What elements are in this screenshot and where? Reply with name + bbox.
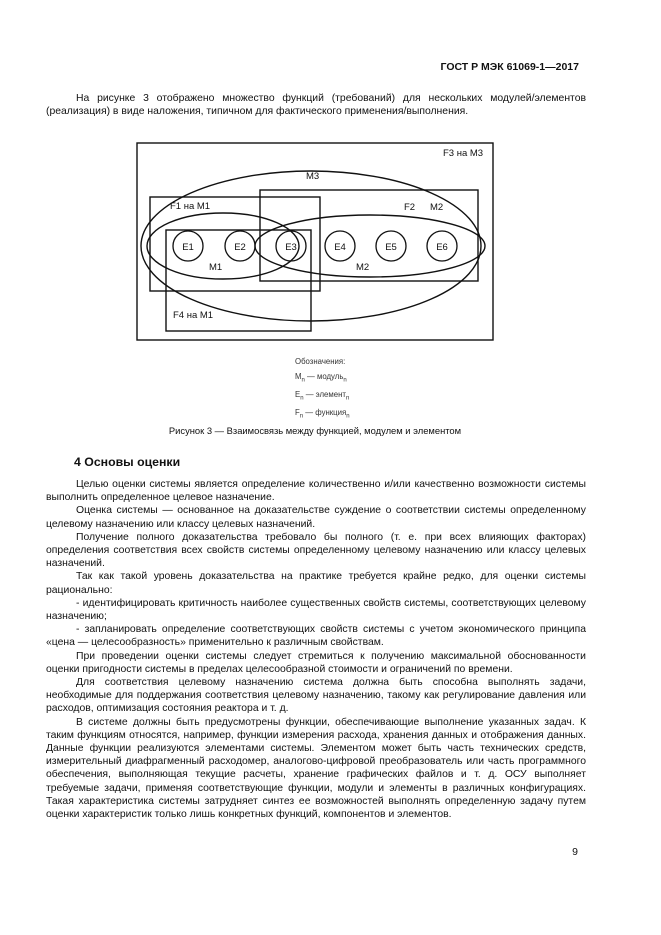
label-f1: F1 на M1 xyxy=(170,201,211,212)
element-label: E4 xyxy=(334,242,346,253)
legend-title: Обозначения: xyxy=(295,357,346,366)
label-m1: M1 xyxy=(209,262,223,273)
page-number: 9 xyxy=(572,846,578,858)
intro-paragraph: На рисунке 3 отображено множество функций (требований) для нескольких модулей/элементов (реализация) в виде наложения, типичном для фактического применения/выполнения. xyxy=(46,93,586,118)
body-text xyxy=(46,478,586,821)
figure-legend xyxy=(295,355,350,424)
label-m2-top: M2 xyxy=(430,202,444,213)
element-label: E6 xyxy=(436,242,448,253)
paragraph: Для соответствия целевому назначению система должна быть способна выполнять задачи, необходимые для поддержания соответствия целевому назначению, такому как регулирование давления или расходов, оптимизация состояния реактора и т. д. xyxy=(46,677,586,715)
paragraph: При проведении оценки системы следует стремиться к получению максимальной обоснованности оценки пригодности системы в пределах целесообразной стоимости и ограничений по времени. xyxy=(46,650,586,675)
list-item: - запланировать определение соответствующих свойств системы с учетом экономического принципа «цена — целесообразность» применительно к различным свойствам. xyxy=(46,624,586,649)
element-label: E3 xyxy=(285,242,297,253)
figure-caption: Рисунок 3 — Взаимосвязь между функцией, модулем и элементом xyxy=(168,425,462,436)
document-header: ГОСТ Р МЭК 61069-1—2017 xyxy=(440,61,579,73)
legend-item: $E_n$ — элемент$_n$ xyxy=(295,389,350,402)
paragraph: Так как такой уровень доказательства на практике требуется крайне редко, для оценки системы рационально: xyxy=(46,571,586,596)
paragraph: Получение полного доказательства требовало бы полного (т. е. при всех влияющих факторах) определения соответствия всех свойств системы определенному целевому назначению или классу целевых назначений. xyxy=(46,531,586,570)
label-f3: F3 на M3 xyxy=(443,148,484,159)
label-f2: F2 xyxy=(404,202,416,213)
paragraph: Оценка системы — основанное на доказательстве суждение о соответствии системы определенному целевому назначению или классу целевых назначений. xyxy=(46,505,586,530)
element-label: E1 xyxy=(182,242,194,253)
section-title: 4 Основы оценки xyxy=(74,455,181,469)
element-label: E2 xyxy=(234,242,246,253)
legend-item: $F_n$ — функция$_n$ xyxy=(295,407,350,420)
label-f4: F4 на M1 xyxy=(173,310,214,321)
element-label: E5 xyxy=(385,242,397,253)
list-item: - идентифицировать критичность наиболее существенных свойств системы, соответствующих целевому назначению; xyxy=(46,597,586,623)
paragraph: Целью оценки системы является определение количественно и/или качественно возможности системы выполнить определенное целевое назначение. xyxy=(46,479,586,504)
paragraph: В системе должны быть предусмотрены функции, обеспечивающие выполнение указанных задач. К таким функциям относятся, например, функции измерения расхода, хранения данных и отображения данных. Данные функции реализуются элементами системы. Элементом может быть часть технических средств, измерительный диафрагменный расходомер, аналогово-цифровой преобразователь или часть программного обеспечения, выполняющая текущие расчеты, хранение графических файлов и т. д. ОСУ выполняет требуемые задачи, применяя соответствующие функции, модули и элементы в различных конфигурациях. Такая характеристика системы затрудняет синтез ее возможностей выполнять определенную задачу путем оценки характеристик только лишь конкретных функций, компонентов и элементов. xyxy=(46,716,586,821)
label-m3: M3 xyxy=(306,171,320,182)
legend-item: $M_n$ — модуль$_n$ xyxy=(295,371,347,384)
label-m2: M2 xyxy=(356,262,370,273)
